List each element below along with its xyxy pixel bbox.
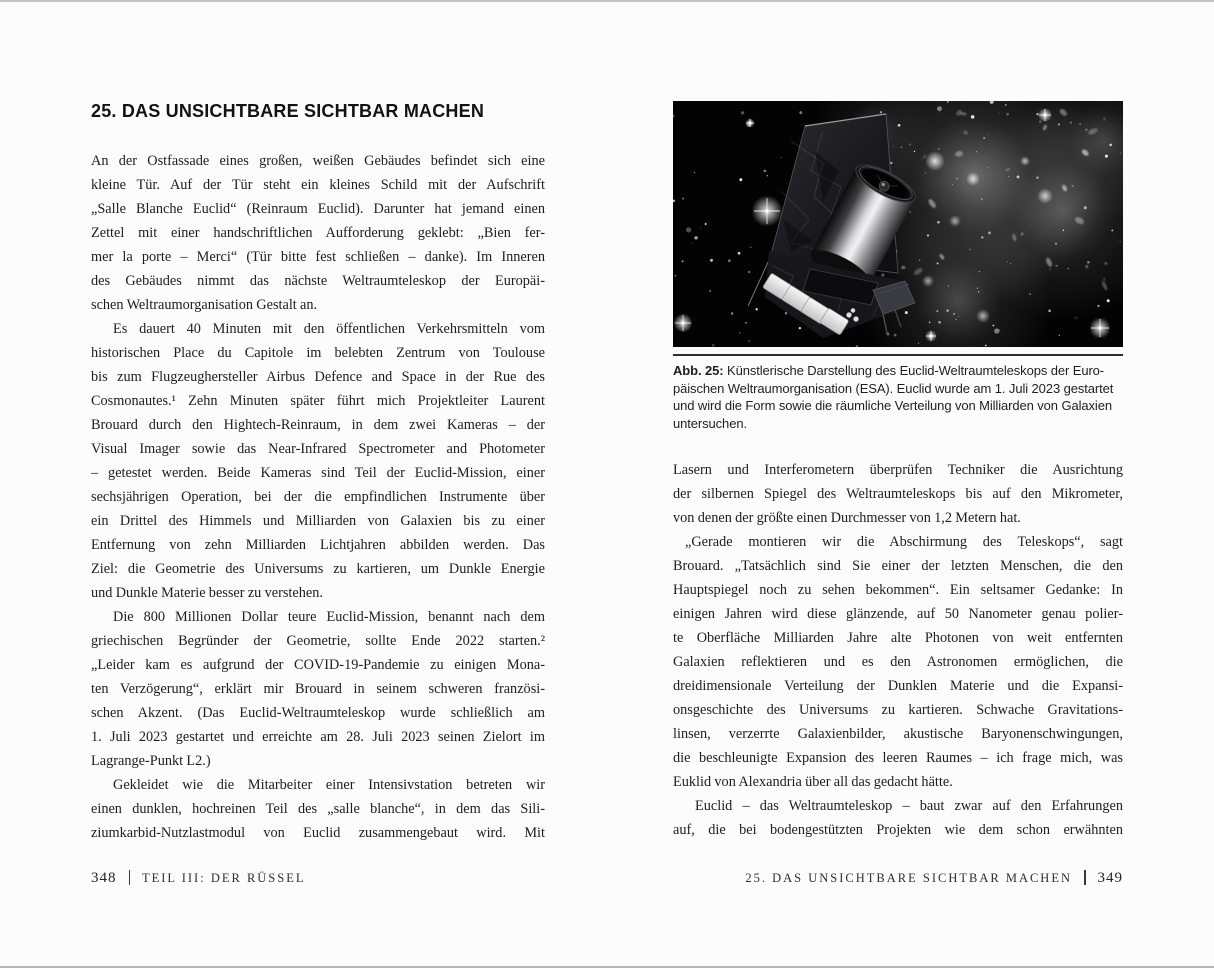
- chapter-heading: 25. DAS UNSICHTBARE SICHTBAR MACHEN: [91, 101, 485, 121]
- text-line: und Dunkle Materie besser zu verstehen.: [91, 585, 323, 601]
- left-footer: [91, 869, 305, 887]
- text-line: Ziel: die Geometrie des Universums zu kartieren, um Dunkle Energie: [91, 561, 545, 577]
- text-line: Brouard. „Tatsächlich sind Sie einer der letzten Menschen, die den: [673, 558, 1123, 574]
- running-head-right: 25. DAS UNSICHTBARE SICHTBAR MACHEN: [745, 871, 1072, 885]
- text-line: onsgeschichte des Universums zu kartieren. Schwache Gravitations-: [673, 702, 1123, 718]
- caption-line: untersuchen.: [673, 415, 747, 431]
- caption-line: Abb. 25: Künstlerische Darstellung des Euclid-Weltraumteleskops der Euro-: [673, 363, 1105, 378]
- right-page-body: [673, 458, 1123, 842]
- text-line: bis zum Flugzeughersteller Airbus Defence and Space in der Rue des: [91, 369, 545, 385]
- caption-line: und wird die Form sowie die räumliche Verteilung von Milliarden von Galaxien: [673, 398, 1112, 413]
- text-line: te Oberfläche Milliarden Jahre alte Photonen von weit entfernten: [673, 630, 1123, 646]
- text-line: einen dunklen, hochreinen Teil des „salle blanche“, in dem das Sili-: [91, 801, 545, 817]
- text-line: Galaxien reflektieren und es den Astronomen ermöglichen, die: [673, 654, 1123, 670]
- paragraph: [673, 458, 1123, 530]
- footer-divider-left: [129, 870, 131, 885]
- paragraph: [91, 149, 545, 317]
- text-line: ten Verzögerung“, erklärt mir Brouard in seinem schweren französi-: [91, 681, 545, 697]
- text-line: Lagrange-Punkt L2.): [91, 753, 211, 769]
- text-line: 1. Juli 2023 gestartet und erreichte am 28. Juli 2023 seinen Zielort im: [91, 729, 545, 745]
- text-line: linsen, verzerrte Galaxienbilder, akustische Baryonenschwingungen,: [673, 726, 1123, 742]
- text-line: der silbernen Spiegel des Weltraumteleskops bis auf den Mikrometer,: [673, 486, 1123, 502]
- text-line: Die 800 Millionen Dollar teure Euclid-Mission, benannt nach dem: [113, 609, 545, 625]
- text-line: schen Akzent. (Das Euclid-Weltraumteleskop wurde schließlich am: [91, 705, 545, 721]
- paragraph: [91, 773, 545, 845]
- caption-label: Abb. 25:: [673, 363, 727, 378]
- text-line: Visual Imager sowie das Near-Infrared Spectrometer and Photometer: [91, 441, 545, 457]
- running-head-left: TEIL III: DER RÜSSEL: [142, 871, 306, 885]
- text-line: die beschleunigte Expansion des leeren Raumes – ich frage mich, was: [673, 750, 1123, 766]
- text-line: Hauptspiegel noch zu sehen bekommen“. Ein seltsamer Gedanke: In: [673, 582, 1123, 598]
- euclid-figure: [673, 101, 1123, 347]
- euclid-telescope-illustration: [673, 101, 1123, 347]
- text-line: ein Drittel des Himmels und Milliarden von Galaxien bis zu einer: [91, 513, 545, 529]
- text-line: ziumkarbid-Nutzlastmodul von Euclid zusammengebaut wird. Mit: [91, 825, 545, 841]
- paragraph: [673, 794, 1123, 842]
- text-line: Cosmonautes.¹ Zehn Minuten später führt mich Projektleiter Laurent: [91, 393, 545, 409]
- paragraph: [91, 605, 545, 773]
- text-line: Euclid – das Weltraumteleskop – baut zwar auf den Erfahrungen: [695, 798, 1123, 814]
- text-line: „Gerade montieren wir die Abschirmung des Teleskops“, sagt: [685, 534, 1123, 550]
- text-line: „Salle Blanche Euclid“ (Reinraum Euclid). Darunter hat jemand einen: [91, 201, 545, 217]
- text-line: Es dauert 40 Minuten mit den öffentlichen Verkehrsmitteln vom: [113, 321, 545, 337]
- text-line: schen Weltraumorganisation Gestalt an.: [91, 297, 318, 313]
- text-line: mer la porte – Merci“ (Tür bitte fest schließen – danke). Im Inneren: [91, 249, 545, 265]
- caption-line: päischen Weltraumorganisation (ESA). Euclid wurde am 1. Juli 2023 gestartet: [673, 380, 1114, 396]
- text-line: – getestet werden. Beide Kameras sind Teil der Euclid-Mission, einer: [91, 465, 545, 481]
- paragraph: [673, 530, 1123, 794]
- page-number-right: 349: [1097, 870, 1123, 886]
- page-number-left: 348: [91, 870, 117, 886]
- text-line: griechischen Begründer der Geometrie, sollte Ende 2022 starten.²: [91, 633, 545, 649]
- caption-rule: [673, 354, 1123, 356]
- text-line: historischen Place du Capitole im belebten Zentrum von Toulouse: [91, 345, 545, 361]
- text-line: An der Ostfassade eines großen, weißen Gebäudes befindet sich eine: [91, 153, 545, 169]
- footer-divider-right: [1084, 870, 1086, 885]
- text-line: Brouard durch den Hightech-Reinraum, in dem zwei Kameras – der: [91, 417, 545, 433]
- figure-caption: [673, 362, 1123, 432]
- text-line: Euklid von Alexandria über all das gedacht hätte.: [673, 774, 953, 790]
- text-line: Gekleidet wie die Mitarbeiter einer Intensivstation betreten wir: [113, 777, 545, 793]
- text-line: Zettel mit einer handschriftlichen Aufforderung geklebt: „Bien fer-: [91, 225, 545, 241]
- text-line: auf, die bei bodengestützten Projekten wie dem schon erwähnten: [673, 822, 1123, 838]
- text-line: „Leider kam es aufgrund der COVID-19-Pandemie zu einigen Mona-: [91, 657, 545, 673]
- text-line: sechsjährigen Operation, bei der die empfindlichen Instrumente über: [91, 489, 545, 505]
- left-page-body: [91, 149, 545, 845]
- text-line: dreidimensionale Verteilung der Dunklen Materie und die Expansi-: [673, 678, 1123, 694]
- text-line: einigen Jahren wird diese glänzende, auf 50 Nanometer genau polier-: [673, 606, 1123, 622]
- text-line: Lasern und Interferometern überprüfen Techniker die Ausrichtung: [673, 462, 1123, 478]
- text-line: kleine Tür. Auf der Tür steht ein kleines Schild mit der Aufschrift: [91, 177, 545, 193]
- text-line: von denen der größte einen Durchmesser von 1,2 Metern hat.: [673, 510, 1021, 526]
- text-line: des Gebäudes nimmt das nächste Weltraumteleskop der Europäi-: [91, 273, 545, 289]
- right-page: [673, 101, 1123, 842]
- paragraph: [91, 317, 545, 605]
- left-page: [91, 101, 545, 845]
- right-footer: [673, 869, 1123, 887]
- top-edge-line: [0, 0, 1214, 2]
- text-line: Entfernung von zehn Milliarden Lichtjahren abbilden werden. Das: [91, 537, 545, 553]
